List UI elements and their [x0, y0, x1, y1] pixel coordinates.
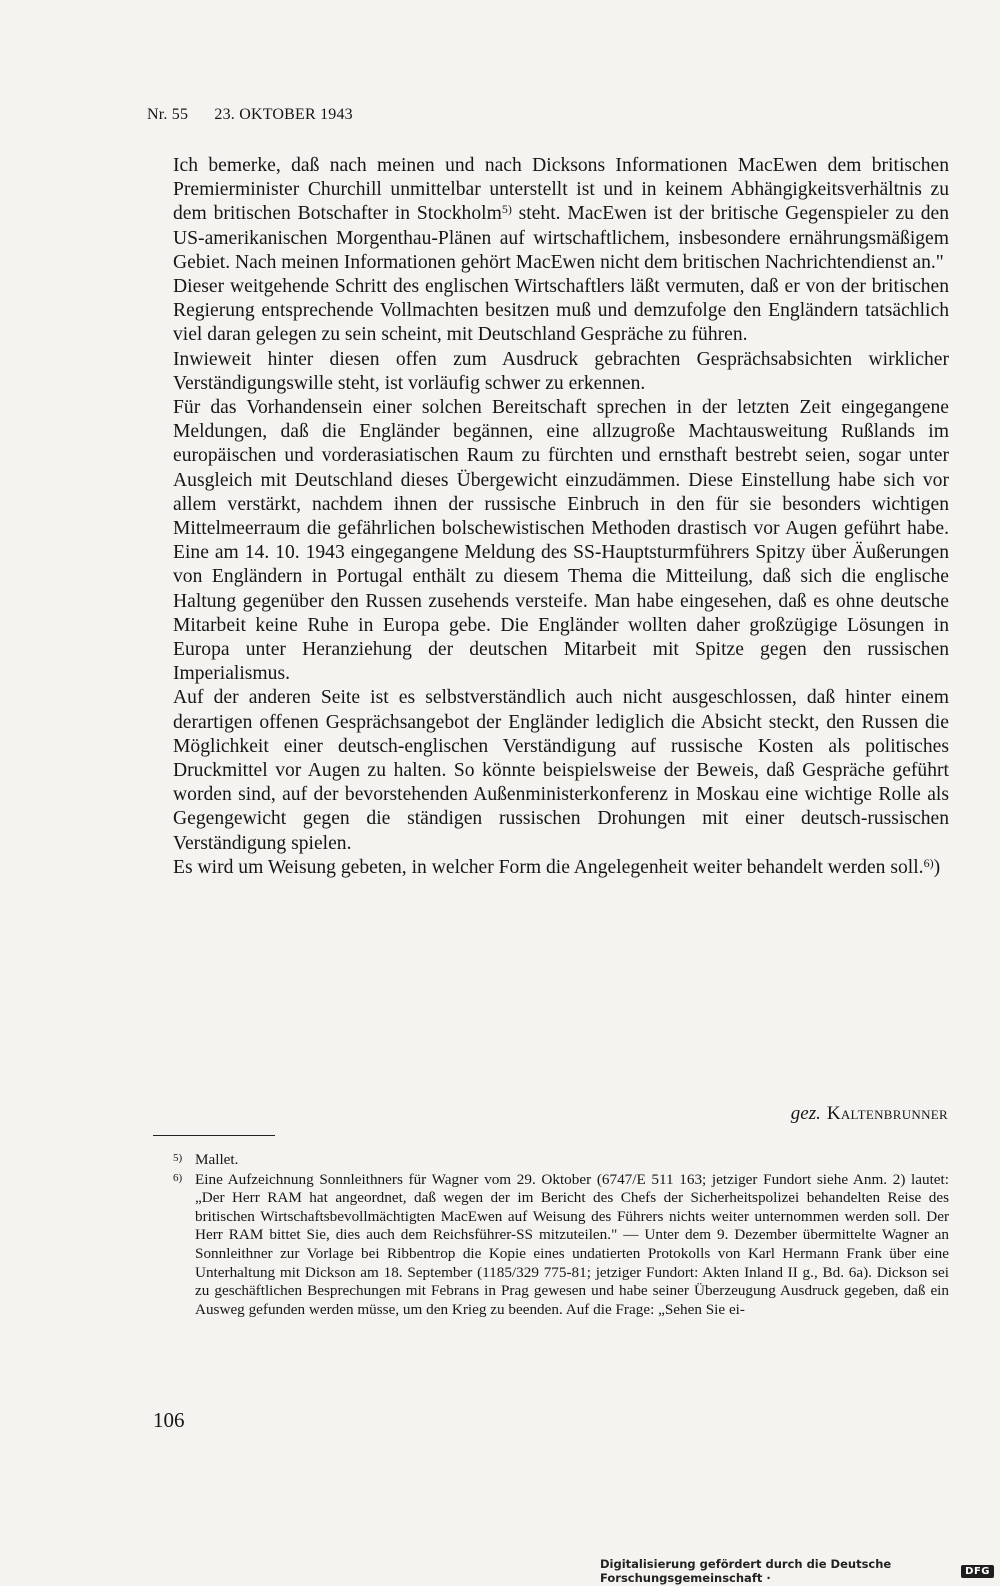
paragraph: Inwieweit hinter diesen offen zum Ausdruck gebrachten Gesprächsabsichten wirklicher Verständigungswille steht, ist vorläufig schwer zu erkennen. [173, 348, 949, 394]
paragraph: Dieser weitgehende Schritt des englischen Wirtschaftlers läßt vermuten, daß er von der britischen Regierung entsprechende Vollmachten besitzen muß und demzufolge den Engländern tatsächlich viel daran gelegen zu sein scheint, mit Deutschland Gespräche zu führen. [173, 276, 949, 346]
footnotes [173, 1151, 949, 1320]
footnote-ref[interactable]: 6) [923, 855, 934, 870]
paragraph: Es wird um Weisung gebeten, in welcher Form die Angelegenheit weiter behandelt werden soll.$^{6)}$) [173, 855, 941, 878]
signature-name: Kaltenbrunner [826, 1103, 948, 1124]
document-date: 23. OKTOBER 1943 [214, 106, 353, 123]
footnote-text: Mallet. [195, 1151, 239, 1168]
paragraph: Auf der anderen Seite ist es selbstverständlich auch nicht ausgeschlossen, daß hinter einem derartigen offenen Gesprächsangebot der Engländer lediglich die Absicht steckt, den Russen die Möglichkeit einer deutsch-englischen Verständigung auf russische Kosten als politisches Druckmittel vor Augen zu halten. So könnte beispielsweise der Beweis, daß Gespräche geführt worden sind, auf der bevorstehenden Außenministerkonferenz in Moskau eine wichtige Rolle als Gegengewicht gegen die ständigen russischen Drohungen mit einer deutsch-russischen Verständigung spielen. [173, 687, 949, 854]
footnote-mark: 6) [173, 1171, 183, 1184]
running-header [147, 106, 353, 124]
signature [791, 1103, 948, 1125]
footnote-text: Eine Aufzeichnung Sonnleithners für Wagner vom 29. Oktober (6747/E 511 163; jetziger Fundort siehe Anm. 2) lautet: „Der Herr RAM hat angeordnet, daß wegen der im Bericht des Chefs der Sicherheitspolizei behandelten Reise des britischen Wirtschaftsbevollmächtigten MacEwen auf Weisung des Führers nichts weiter unternommen werden soll. Der Herr RAM bittet Sie, dies auch dem Reichsführer-SS mitzuteilen." — Unter dem 9. Dezember übermittelte Wagner an Sonnleithner zur Vorlage bei Ribbentrop die Kopie eines undatierten Protokolls von Karl Hermann Frank über eine Unterhaltung mit Dickson am 18. September (1185/329 775-81; jetziger Fundort: Akten Inland II g., Bd. 6a). Dickson sei zu geschäftlichen Besprechungen mit Febrans in Prag gewesen und habe seiner Überzeugung Ausdruck gegeben, daß ein Ausweg gefunden werden müsse, um den Krieg zu beenden. Auf die Frage: „Sehen Sie ei- [195, 1170, 949, 1318]
footnote-ref[interactable]: 5) [501, 202, 512, 217]
main-text [173, 154, 949, 880]
signature-prefix: gez. [790, 1103, 821, 1124]
paragraph: Für das Vorhandensein einer solchen Bereitschaft sprechen in der letzten Zeit eingegangene Meldungen, daß die Engländer begännen, eine allzugroße Machtausweitung Rußlands im europäischen und vorderasiatischen Raum zu fürchten und ernsthaft bestrebt seien, sogar unter Ausgleich mit Deutschland dieses Übergewicht einzudämmen. Diese Einstellung habe sich vor allem verstärkt, nachdem ihnen der russische Einbruch in den für sie besonders wichtigen Mittelmeerraum die gefährlichen bolschewistischen Methoden drastisch vor Augen geführt habe. Eine am 14. 10. 1943 eingegangene Meldung des SS-Hauptsturmführers Spitzy über Äußerungen von Engländern in Portugal enthält zu diesem Thema die Mitteilung, daß sich die englische Haltung gegenüber den Russen zusehends versteife. Man habe eingesehen, daß es ohne deutsche Mitarbeit keine Ruhe in Europa gebe. Die Engländer wollten daher großzügige Lösungen in Europa unter Heranziehung der deutschen Mitarbeit mit Spitze gegen den russischen Imperialismus. [173, 397, 949, 685]
digitization-footer [600, 1557, 1000, 1585]
dfg-logo-icon: DFG [961, 1565, 994, 1578]
footnote [173, 1151, 949, 1170]
paragraph: Ich bemerke, daß nach meinen und nach Dicksons Informationen MacEwen dem britischen Premierminister Churchill unmittelbar unterstellt ist und in keinem Abhängigkeitsverhältnis zu dem britischen Botschafter in Stockholm$^{5)}$ steht. MacEwen ist der britische Gegenspieler zu den US-amerikanischen Morgenthau-Plänen auf wirtschaftlichem, insbesondere ernährungsmäßigem Gebiet. Nach meinen Informationen gehört MacEwen nicht dem britischen Nachrichtendienst an." [173, 155, 950, 273]
footnote-mark: 5) [173, 1152, 183, 1164]
footnote [173, 1171, 949, 1320]
page-number: 106 [153, 1408, 185, 1432]
footer-text: Digitalisierung gefördert durch die Deutsche Forschungsgemeinschaft · [600, 1557, 892, 1585]
footnote-divider [153, 1135, 275, 1136]
document-number: Nr. 55 [147, 106, 189, 123]
